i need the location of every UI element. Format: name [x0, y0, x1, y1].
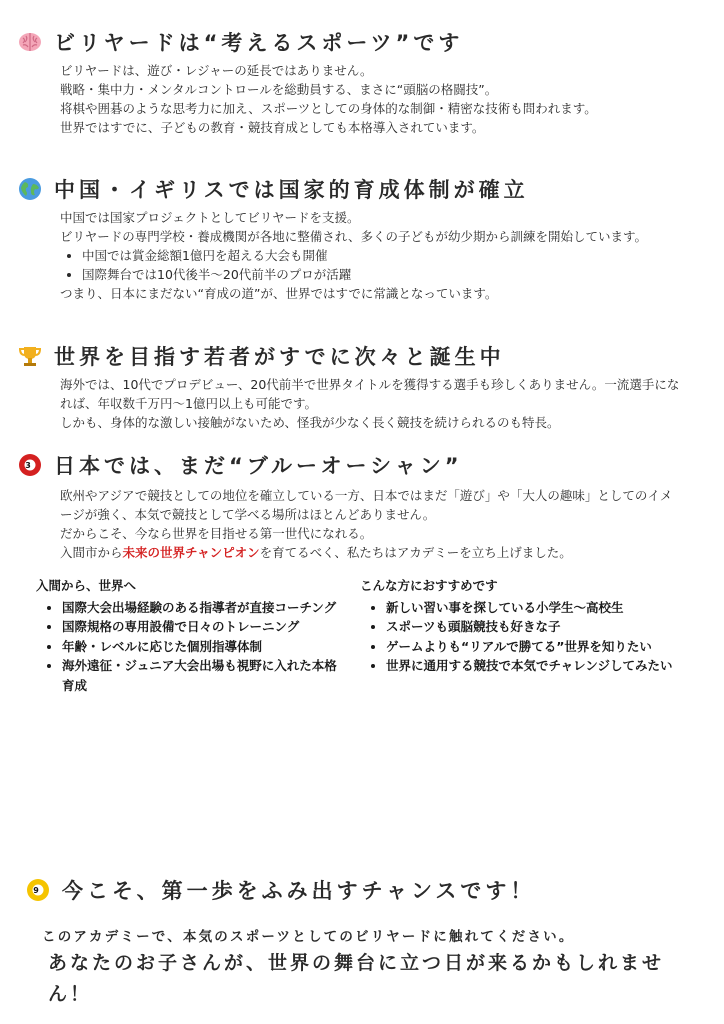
section-title-3: 世界を目指す若者がすでに次々と誕生中: [54, 345, 505, 369]
text-line: 中国では国家プロジェクトとしてビリヤードを支援。: [60, 210, 360, 225]
features-right: [360, 576, 680, 676]
features-left: [36, 576, 344, 695]
closing-subtext: このアカデミーで、本気のスポーツとしてのビリヤードに触れてください。: [42, 929, 575, 945]
text-line: だからこそ、今なら世界を目指せる第一世代になれる。: [60, 526, 373, 541]
text-line: 海外では、10代でプロデビュー、20代前半で世界タイトルを獲得する選手も珍しくありません。一流選手になれば、年収数千万円〜1億円以上も可能です。: [60, 377, 680, 411]
list-item: • スポーツも頭脳競技も好きな子: [386, 617, 680, 637]
text-line: 欧州やアジアで競技としての地位を確立している一方、日本ではまだ「遊び」や「大人の趣味」としてのイメージが強く、本気で競技として学べる場所はほとんどありません。: [60, 488, 673, 522]
list-item: • 国際舞台では10代後半〜20代前半のプロが活躍: [82, 265, 680, 284]
text-line-highlight: [60, 543, 680, 562]
bullet-list: [60, 246, 680, 284]
text-line: つまり、日本にまだない“育成の道”が、世界ではすでに常識となっています。: [60, 286, 498, 301]
text-line: 戦略・集中力・メンタルコントロールを総動員する、まさに“頭脳の格闘技”。: [60, 82, 498, 97]
section-body-4: [60, 486, 680, 562]
features-right-list: [360, 598, 680, 676]
section-title-1: ビリヤードは“考えるスポーツ”です: [54, 31, 464, 55]
section-heading-2: [18, 174, 529, 204]
section-body-3: [60, 375, 680, 432]
section-title-4: 日本では、まだ“ブルーオーシャン”: [54, 454, 463, 478]
brain-icon: [18, 30, 42, 54]
billiard-ball-3-icon: [18, 453, 42, 477]
list-item: • 国際大会出場経験のある指導者が直接コーチング: [62, 598, 344, 618]
text-line: ビリヤードの専門学校・養成機関が各地に整備され、多くの子どもが幼少期から訓練を開始しています。: [60, 229, 648, 244]
trophy-icon: [18, 344, 42, 368]
closing-title: 今こそ、第一歩をふみ出すチャンスです！: [62, 879, 536, 903]
section-heading-1: [18, 27, 463, 57]
text-fragment: を育てるべく、私たちはアカデミーを立ち上げました。: [259, 545, 572, 560]
list-item: • 中国では賞金総額1億円を超える大会も開催: [82, 246, 680, 265]
features-left-title: 入間から、世界へ: [36, 578, 137, 593]
section-body-2: [60, 208, 680, 303]
features-left-list: [36, 598, 344, 696]
list-item: • 国際規格の専用設備で日々のトレーニング: [62, 617, 344, 637]
text-line: ビリヤードは、遊び・レジャーの延長ではありません。: [60, 63, 373, 78]
closing-heading: [26, 875, 535, 905]
svg-text:3: 3: [25, 461, 35, 470]
billiard-ball-9-icon: [26, 878, 50, 902]
section-heading-4: [18, 450, 463, 480]
list-item: • 海外遠征・ジュニア大会出場も視野に入れた本格育成: [62, 656, 344, 695]
section-heading-3: [18, 341, 505, 371]
section-body-1: [60, 61, 680, 137]
svg-text:9: 9: [33, 886, 43, 895]
list-item: • ゲームよりも“リアルで勝てる”世界を知りたい: [386, 637, 680, 657]
list-item: • 新しい習い事を探している小学生〜高校生: [386, 598, 680, 618]
text-line: 将棋や囲碁のような思考力に加え、スポーツとしての身体的な制御・精密な技術も問われます。: [60, 101, 597, 116]
highlight-text: 未来の世界チャンピオン: [122, 545, 260, 560]
closing-message: あなたのお子さんが、世界の舞台に立つ日が来るかもしれません！: [48, 952, 665, 1005]
features-right-title: こんな方におすすめです: [360, 578, 498, 593]
text-fragment: 入間市から: [60, 545, 123, 560]
text-line: しかも、身体的な激しい接触がないため、怪我が少なく長く競技を続けられるのも特長。: [60, 415, 560, 430]
text-line: 世界ではすでに、子どもの教育・競技育成としても本格導入されています。: [60, 120, 485, 135]
list-item: • 世界に通用する競技で本気でチャレンジしてみたい: [386, 656, 680, 676]
list-item: • 年齢・レベルに応じた個別指導体制: [62, 637, 344, 657]
section-title-2: 中国・イギリスでは国家的育成体制が確立: [54, 178, 529, 202]
globe-icon: [18, 177, 42, 201]
